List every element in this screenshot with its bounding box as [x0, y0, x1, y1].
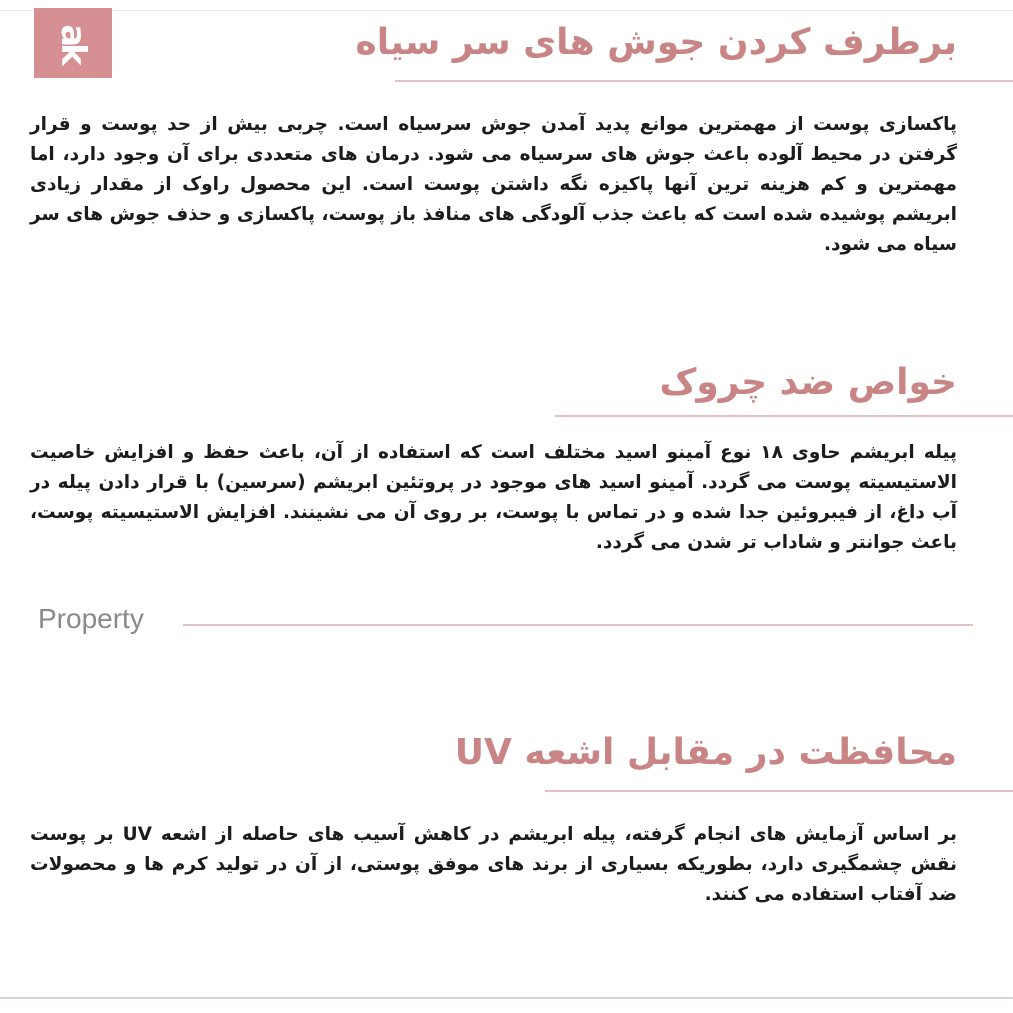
bottom-divider	[0, 997, 1013, 999]
section-heading-uv-protection: محافظت در مقابل اشعه UV	[454, 732, 957, 773]
section-heading-underline	[555, 415, 1013, 417]
section-heading-blackheads: برطرف کردن جوش های سر سیاه	[355, 22, 957, 63]
section-body-blackheads: پاکسازی پوست از مهمترین موانع پدید آمدن جوش سرسیاه است. چربی بیش از حد پوست و قرار گرفتن در محیط آلوده باعث جوش های سرسیاه می شود. درمان های متعددی برای آن وجود دارد، اما مهمترین و کم هزینه ترین آنها پاکیزه نگه داشتن پوست است. این محصول راوک از مقدار زیادی ابریشم پوشیده شده است که باعث جذب آلودگی های منافذ باز پوست، پاکسازی و حذف جوش های سر سیاه می شود.	[30, 114, 957, 255]
brand-logo-text: ak	[53, 24, 93, 62]
top-divider	[0, 10, 1013, 11]
property-label: Property	[38, 603, 144, 634]
property-divider	[183, 624, 973, 626]
section-heading-underline	[395, 80, 1013, 82]
brand-logo	[34, 8, 112, 78]
section-heading-underline	[545, 790, 1013, 792]
section-body-uv-protection: بر اساس آزمایش های انجام گرفته، پیله ابریشم در کاهش آسیب های حاصله از اشعه UV بر پوست نقش چشمگیری دارد، بطوریکه بسیاری از برند های موفق پوستی، از آن در تولید کرم ها و محصولات ضد آفتاب استفاده می کنند.	[30, 824, 957, 905]
section-body-anti-wrinkle: پیله ابریشم حاوی ۱۸ نوع آمینو اسید مختلف است که استفاده از آن، باعث حفظ و افزایش خاصیت الاستیسیته پوست می گردد. آمینو اسید های موجود در پروتئین ابریشم (سرسین) با قرار دادن پیله در آب داغ، از فیبروئین جدا شده و در تماس با پوست، بر روی آن می نشینند. افزایش الاستیسیته پوست، باعث جوانتر و شاداب تر شدن می گردد.	[30, 442, 957, 553]
section-heading-anti-wrinkle: خواص ضد چروک	[659, 362, 957, 403]
